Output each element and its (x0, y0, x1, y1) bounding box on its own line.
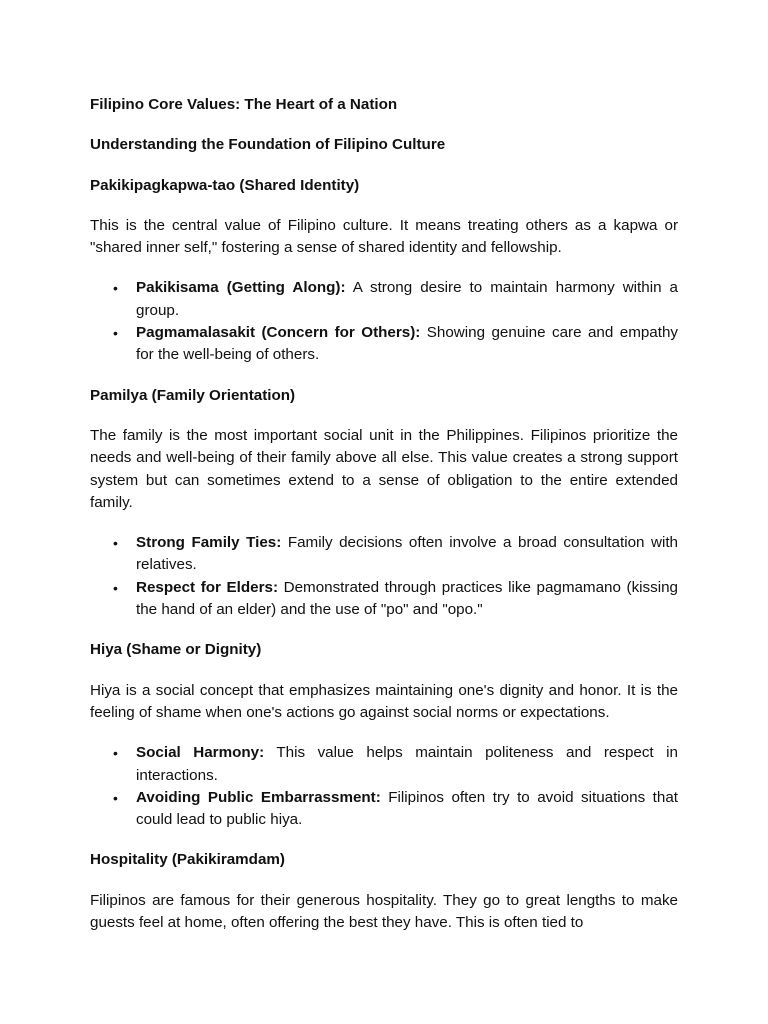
section-paragraph: Hiya is a social concept that emphasizes maintaining one's dignity and honor. It is the feeling of shame when one's actions go against social norms or expectations. (90, 681, 678, 721)
bullet-term: Pakikisama (Getting Along): (136, 279, 346, 297)
bullet-item (90, 787, 678, 832)
bullet-text: A strong desire to maintain harmony within a group. (136, 279, 678, 319)
bullet-term: Avoiding Public Embarrassment: (136, 788, 381, 806)
section-heading: Pakikipagkapwa-tao (Shared Identity) (90, 176, 360, 194)
bullet-icon: • (113, 535, 118, 552)
bullet-text: Demonstrated through practices like pagmamano (kissing the hand of an elder) and the use of "po" and "opo." (136, 578, 679, 619)
section-heading: Hiya (Shame or Dignity) (90, 641, 262, 659)
bullet-icon: • (113, 325, 118, 342)
bullet-icon: • (113, 745, 118, 762)
document-body (90, 94, 678, 952)
section-paragraph: The family is the most important social unit in the Philippines. Filipinos prioritize the needs and well-being of their family above all else. This value creates a strong support system but can sometimes extend to a sense of obligation to the entire extended family. (90, 426, 678, 511)
bullet-item (90, 742, 678, 787)
bullet-icon: • (113, 789, 118, 806)
bullet-text: This value helps maintain politeness and respect in interactions. (136, 744, 678, 784)
bullet-item (90, 277, 678, 322)
bullet-text: Showing genuine care and empathy for the well-being of others. (136, 324, 679, 364)
section-paragraph: Filipinos are famous for their generous hospitality. They go to great lengths to make guests feel at home, often offering the best they have. This is often tied to (90, 891, 678, 932)
bullet-icon: • (113, 579, 118, 596)
bullet-icon: • (113, 280, 118, 297)
bullet-list (90, 277, 678, 366)
bullet-item (90, 532, 678, 577)
bullet-term: Pagmamalasakit (Concern for Others): (136, 324, 421, 342)
section-paragraph: This is the central value of Filipino culture. It means treating others as a kapwa or "shared inner self," fostering a sense of shared identity and fellowship. (90, 216, 678, 257)
section-heading: Hospitality (Pakikiramdam) (90, 851, 285, 869)
bullet-list (90, 532, 678, 621)
bullet-term: Respect for Elders: (136, 578, 279, 596)
bullet-list (90, 742, 678, 831)
document-title: Filipino Core Values: The Heart of a Nation (90, 96, 398, 113)
section-heading: Pamilya (Family Orientation) (90, 386, 296, 404)
document-subtitle: Understanding the Foundation of Filipino Culture (90, 136, 446, 154)
bullet-item (90, 577, 678, 622)
bullet-text: Family decisions often involve a broad consultation with relatives. (136, 534, 679, 574)
bullet-item (90, 322, 678, 367)
bullet-term: Strong Family Ties: (136, 534, 282, 552)
bullet-text: Filipinos often try to avoid situations that could lead to public hiya. (136, 788, 678, 829)
bullet-term: Social Harmony: (136, 744, 265, 762)
